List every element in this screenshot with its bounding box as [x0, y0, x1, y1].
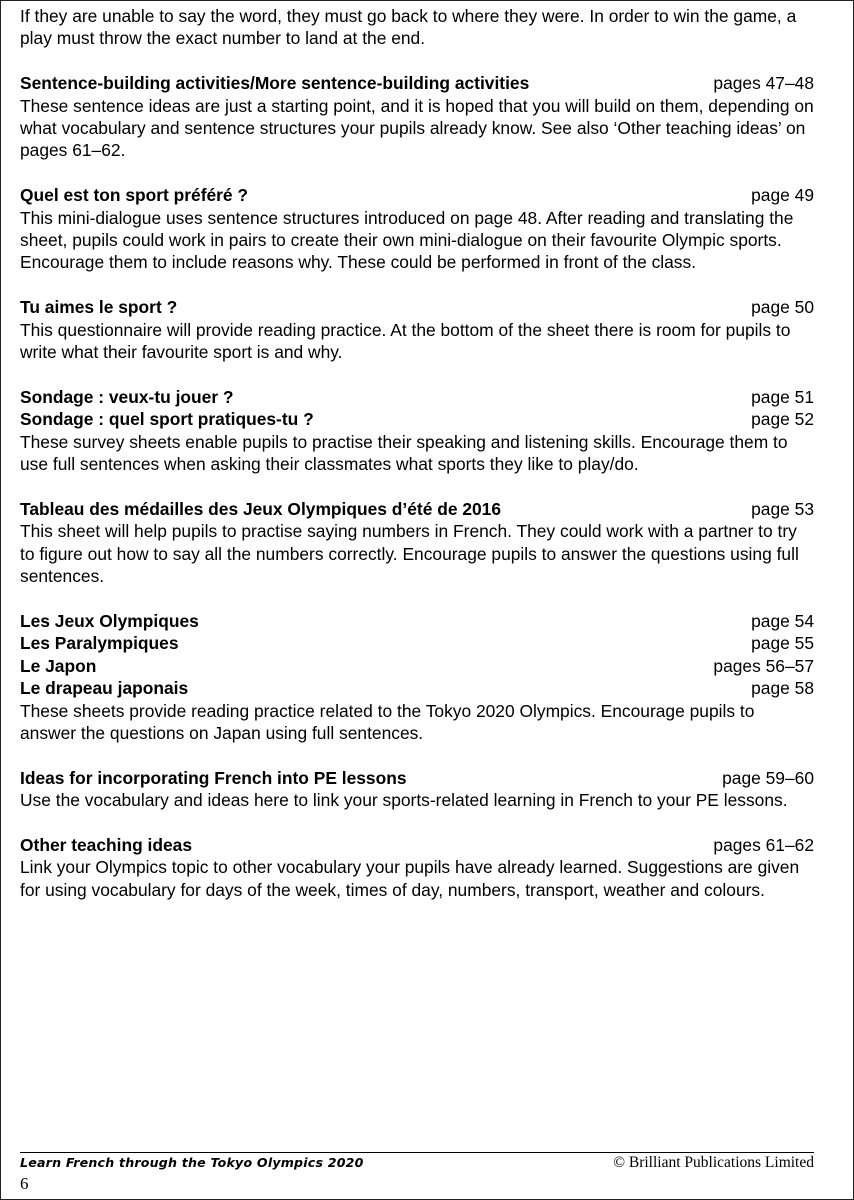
activity-page-ref: page 52 [751, 409, 814, 430]
activity-heading-row [20, 408, 814, 430]
activity-section [20, 296, 814, 363]
activity-section [20, 72, 814, 162]
activity-title: Tu aimes le sport ? [20, 297, 178, 318]
activity-section [20, 498, 814, 588]
activity-page-ref: pages 61–62 [713, 834, 814, 855]
activity-page-ref: page 58 [751, 678, 814, 699]
sections-list [20, 72, 814, 901]
activity-heading-row [20, 834, 814, 856]
activity-section [20, 834, 814, 901]
activity-title: Le drapeau japonais [20, 678, 189, 699]
activity-title: Tableau des médailles des Jeux Olympiques d’été de 2016 [20, 498, 502, 519]
activity-page-ref: page 51 [751, 386, 814, 407]
activity-heading-row [20, 677, 814, 699]
activity-heading-row [20, 610, 814, 632]
activity-page-ref: pages 56–57 [713, 655, 814, 676]
activity-description: This mini-dialogue uses sentence structures introduced on page 48. After reading and translating the sheet, pupils could work in pairs to create their own mini-dialogue on their favourite Olympic sports. Encourage them to include reasons why. These could be performed in front of the class. [20, 207, 794, 273]
activity-page-ref: page 54 [751, 610, 814, 631]
activity-title: Sondage : quel sport pratiques-tu ? [20, 409, 314, 430]
activity-title: Le Japon [20, 655, 97, 676]
activity-title: Sondage : veux-tu jouer ? [20, 386, 234, 407]
activity-section [20, 767, 814, 812]
activity-description: These sentence ideas are just a starting point, and it is hoped that you will build on them, depending on what vocabulary and sentence structures your pupils already know. See also ‘Other teaching ideas’ on pages 61–62. [20, 95, 814, 161]
activity-description: These sheets provide reading practice related to the Tokyo 2020 Olympics. Encourage pupils to answer the questions on Japan using full sentences. [20, 700, 755, 743]
footer-divider [20, 1152, 814, 1153]
page-number: 6 [20, 1174, 29, 1193]
activity-page-ref: pages 47–48 [713, 73, 814, 94]
activity-page-ref: page 59–60 [722, 767, 814, 788]
intro-paragraph: If they are unable to say the word, they must go back to where they were. In order to win the game, a play must throw the exact number to land at the end. [20, 6, 797, 49]
activity-section [20, 386, 814, 476]
activity-title: Les Paralympiques [20, 633, 179, 654]
activity-heading-row [20, 498, 814, 520]
activity-title: Other teaching ideas [20, 834, 193, 855]
activity-heading-row [20, 632, 814, 654]
activity-heading-row [20, 386, 814, 408]
activity-title: Les Jeux Olympiques [20, 610, 199, 631]
activity-description: These survey sheets enable pupils to practise their speaking and listening skills. Encourage them to use full sentences when asking their classmates what sports they like to play/do. [20, 431, 788, 475]
intro-section [20, 5, 814, 50]
activity-title: Sentence-building activities/More sentence-building activities [20, 73, 530, 94]
activity-page-ref: page 49 [751, 185, 814, 206]
activity-title: Ideas for incorporating French into PE lessons [20, 767, 407, 788]
activity-description: This sheet will help pupils to practise saying numbers in French. They could work with a partner to try to figure out how to say all the numbers correctly. Encourage pupils to answer the questions using full sentences. [20, 521, 799, 587]
activity-section [20, 184, 814, 274]
footer-copyright: © Brilliant Publications Limited [613, 1154, 814, 1171]
activity-heading-row [20, 767, 814, 789]
activity-title: Quel est ton sport préféré ? [20, 185, 249, 206]
footer-book-title: Learn French through the Tokyo Olympics 2020 [20, 1155, 364, 1170]
activity-description: Use the vocabulary and ideas here to link your sports-related learning in French to your PE lessons. [20, 790, 788, 811]
activity-section [20, 610, 814, 744]
activity-description: This questionnaire will provide reading practice. At the bottom of the sheet there is room for pupils to write what their favourite sport is and why. [20, 319, 791, 363]
activity-page-ref: page 50 [751, 297, 814, 318]
activity-page-ref: page 55 [751, 633, 814, 654]
activity-description: Link your Olympics topic to other vocabulary your pupils have already learned. Suggestions are given for using vocabulary for days of the week, times of day, numbers, transport, weather and colours. [20, 857, 800, 900]
activity-heading-row [20, 296, 814, 318]
activity-heading-row [20, 655, 814, 677]
activity-page-ref: page 53 [751, 498, 814, 519]
page-content [20, 5, 814, 924]
activity-heading-row [20, 184, 814, 206]
activity-heading-row [20, 72, 814, 94]
